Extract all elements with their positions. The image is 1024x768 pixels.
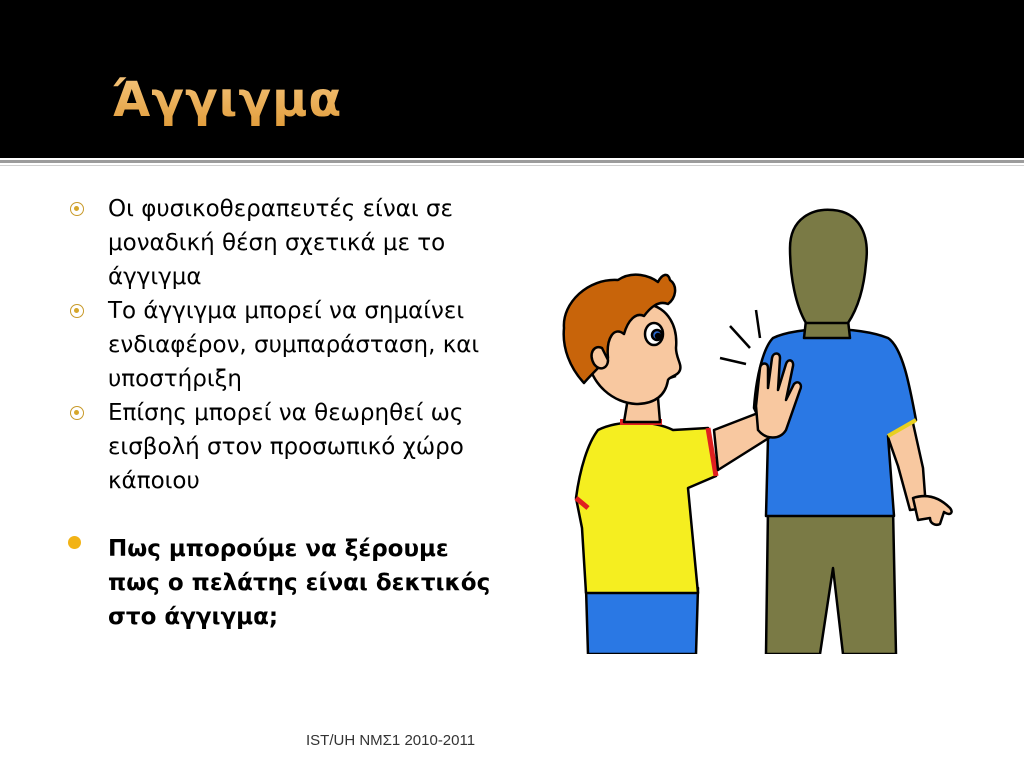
title-divider-thin	[0, 165, 1024, 166]
bullet-text: Επίσης μπορεί να θεωρηθεί ως εισβολή στον προσωπικό χώρο κάποιου	[108, 400, 464, 494]
bullet-item	[66, 396, 506, 498]
target-bullet-icon	[70, 304, 84, 318]
dot-bullet-icon	[68, 536, 81, 549]
slide-footer: IST/UH ΝΜΣ1 2010-2011	[306, 732, 476, 749]
impact-lines-icon	[720, 310, 760, 364]
slide-title: Άγγιγμα	[112, 72, 343, 128]
question-item	[66, 532, 506, 634]
bullet-text: Οι φυσικοθεραπευτές είναι σε μοναδική θέση σχετικά με το άγγιγμα	[108, 196, 453, 290]
bullet-item	[66, 192, 506, 294]
target-bullet-icon	[70, 202, 84, 216]
bullet-item	[66, 294, 506, 396]
title-divider	[0, 160, 1024, 163]
bullet-text: Το άγγιγμα μπορεί να σημαίνει ενδιαφέρον, συμπαράσταση, και υποστήριξη	[108, 298, 480, 392]
question-text: Πως μπορούμε να ξέρουμε πως ο πελάτης είναι δεκτικός στο άγγιγμα;	[108, 536, 491, 630]
target-bullet-icon	[70, 406, 84, 420]
bullet-list	[66, 192, 506, 634]
boy-figure	[564, 275, 801, 654]
touch-illustration	[558, 208, 958, 654]
